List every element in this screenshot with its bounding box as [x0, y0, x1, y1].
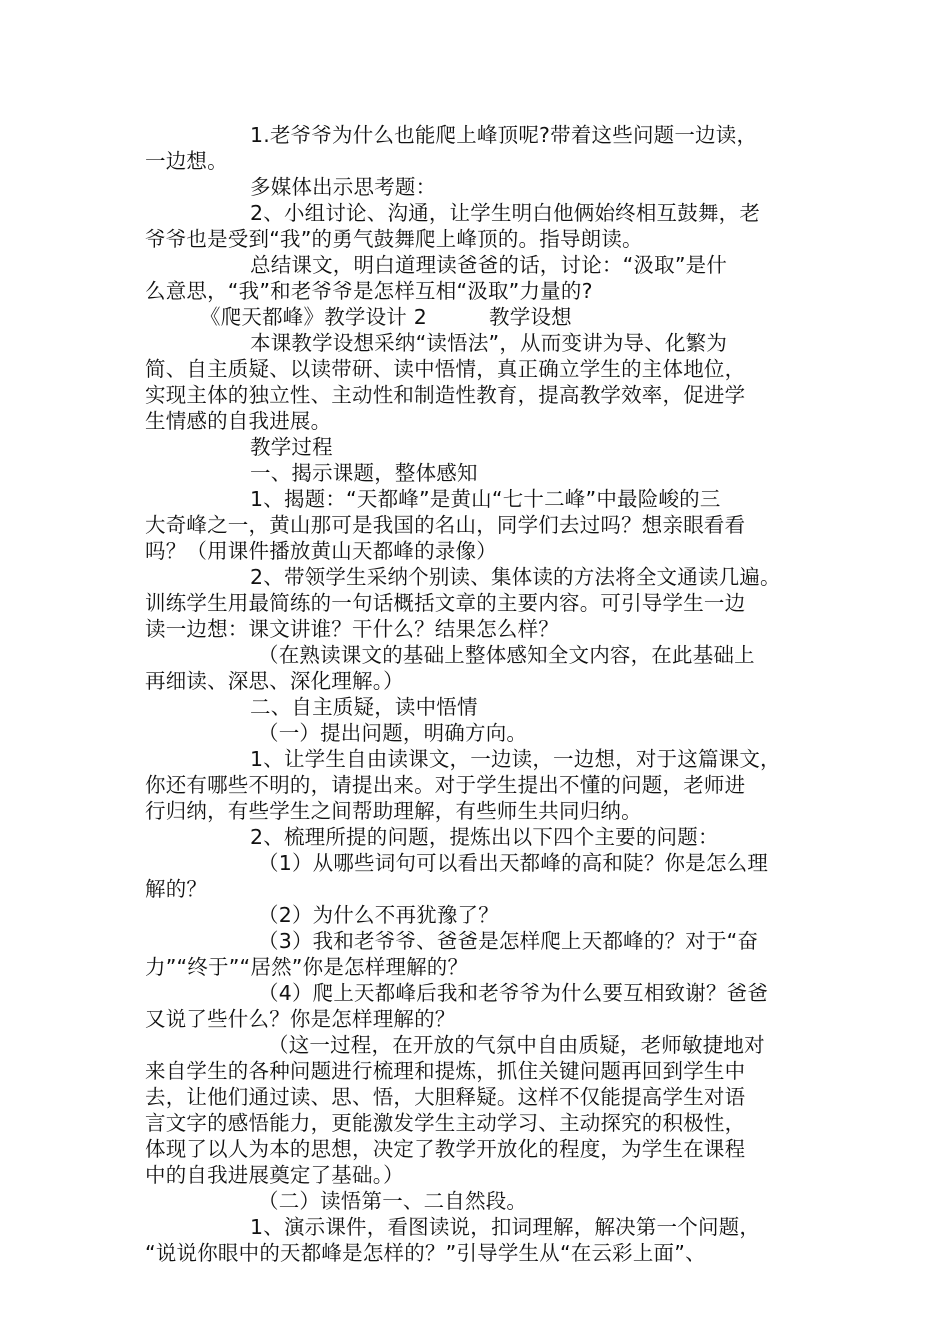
text-line: （2）为什么不再犹豫了？ [258, 903, 499, 927]
text-line: “说说你眼中的天都峰是怎样的？”引导学生从“在云彩上面”、 [145, 1241, 706, 1265]
text-line: 1.老爷爷为什么也能爬上峰顶呢?带着这些问题一边读， [250, 123, 758, 147]
text-line: 去，让他们通过读、思、悟，大胆释疑。这样不仅能提高学生对语 [145, 1085, 746, 1109]
text-line: 中的自我进展奠定了基础。） [145, 1163, 404, 1187]
text-line: 么意思，“我”和老爷爷是怎样互相“汲取”力量的? [145, 279, 593, 303]
heading: 教学过程 [250, 435, 333, 459]
text-line: 本课教学设想采纳“读悟法”，从而变讲为导、化繁为 [250, 331, 728, 355]
text-line: 1、揭题：“天都峰”是黄山“七十二峰”中最险峻的三 [250, 487, 721, 511]
text-line: 一边想。 [145, 149, 228, 173]
text-line: 言文字的感悟能力，更能激发学生主动学习、主动探究的积极性， [145, 1111, 746, 1135]
text-line: 简、自主质疑、以读带研、读中悟情，真正确立学生的主体地位， [145, 357, 746, 381]
heading: 一、揭示课题，整体感知 [250, 461, 478, 485]
text-line: 力”“终于”“居然”你是怎样理解的？ [145, 955, 469, 979]
text-line: 爷爷也是受到“我”的勇气鼓舞爬上峰顶的。指导朗读。 [145, 227, 643, 251]
text-line: 大奇峰之一，黄山那可是我国的名山，同学们去过吗？想亲眼看看 [145, 513, 746, 537]
text-line: 体现了以人为本的思想，决定了教学开放化的程度，为学生在课程 [145, 1137, 746, 1161]
text-line: 读一边想：课文讲谁？干什么？结果怎么样？ [145, 617, 559, 641]
text-line: 行归纳，有些学生之间帮助理解，有些师生共同归纳。 [145, 799, 642, 823]
heading: 二、自主质疑，读中悟情 [250, 695, 478, 719]
text-line: 2、带领学生采纳个别读、集体读的方法将全文通读几遍。 [250, 565, 781, 589]
section-title: 《爬天都峰》教学设计 2 教学设想 [200, 305, 572, 329]
text-line: （在熟读课文的基础上整体感知全文内容，在此基础上 [258, 643, 755, 667]
text-line: 你还有哪些不明的，请提出来。对于学生提出不懂的问题，老师进 [145, 773, 746, 797]
text-line: 2、梳理所提的问题，提炼出以下四个主要的问题： [250, 825, 719, 849]
text-line: （这一过程，在开放的气氛中自由质疑，老师敏捷地对 [268, 1033, 765, 1057]
text-line: 总结课文，明白道理读爸爸的话，讨论：“汲取”是什 [250, 253, 728, 277]
subheading: （一）提出问题，明确方向。 [258, 721, 528, 745]
text-line: 解的？ [145, 877, 208, 901]
text-line: （4）爬上天都峰后我和老爷爷为什么要互相致谢？爸爸 [258, 981, 769, 1005]
text-line: 多媒体出示思考题： [250, 175, 437, 199]
text-line: （1）从哪些词句可以看出天都峰的高和陡？你是怎么理 [258, 851, 769, 875]
text-line: 生情感的自我进展。 [145, 409, 332, 433]
text-line: 训练学生用最简练的一句话概括文章的主要内容。可引导学生一边 [145, 591, 746, 615]
text-line: 2、小组讨论、沟通，让学生明白他俩始终相互鼓舞，老 [250, 201, 761, 225]
text-line: 1、演示课件，看图读说，扣词理解，解决第一个问题， [250, 1215, 761, 1239]
text-line: 1、让学生自由读课文，一边读，一边想，对于这篇课文， [250, 747, 781, 771]
text-line: 来自学生的各种问题进行梳理和提炼，抓住关键问题再回到学生中 [145, 1059, 746, 1083]
text-line: 吗？（用课件播放黄山天都峰的录像） [145, 539, 497, 563]
subheading: （二）读悟第一、二自然段。 [258, 1189, 528, 1213]
text-line: （3）我和老爷爷、爸爸是怎样爬上天都峰的？对于“奋 [258, 929, 759, 953]
text-line: 实现主体的独立性、主动性和制造性教育，提高教学效率，促进学 [145, 383, 746, 407]
text-line: 再细读、深思、深化理解。） [145, 669, 404, 693]
text-line: 又说了些什么？你是怎样理解的？ [145, 1007, 456, 1031]
